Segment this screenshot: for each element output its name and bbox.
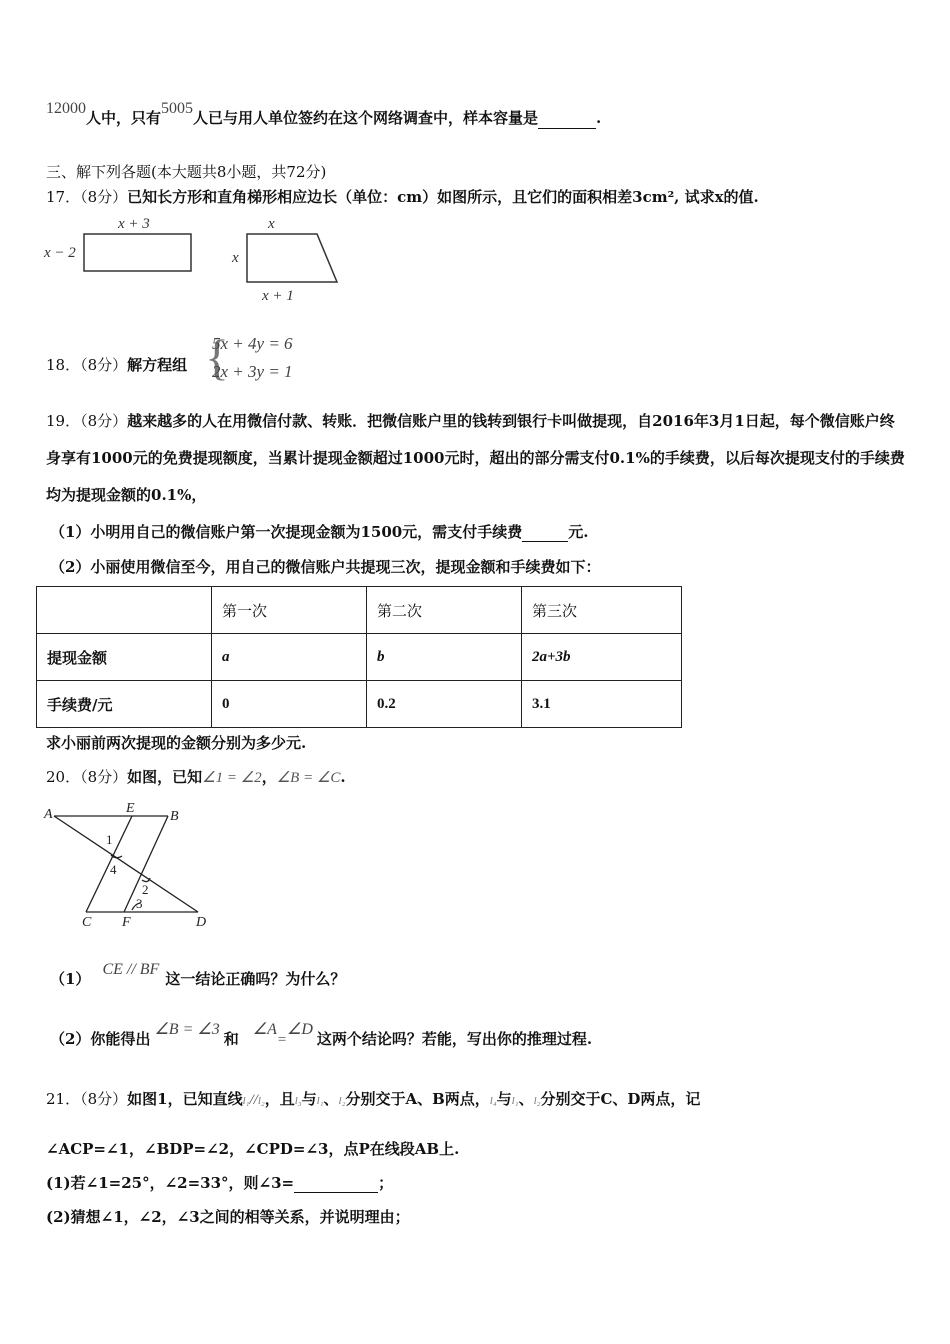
table-header-cell: 第一次 bbox=[212, 587, 367, 634]
q21-line-1 bbox=[46, 1089, 700, 1111]
q20-sub1-math: CE // BF bbox=[102, 961, 160, 978]
q17-rect-top-label: x + 3 bbox=[118, 216, 150, 232]
q21-text-2: ，且 bbox=[264, 1090, 295, 1108]
q20-line bbox=[46, 767, 346, 788]
q16-answer-blank[interactable] bbox=[538, 112, 596, 129]
q21-l2-c: l₂ bbox=[533, 1095, 541, 1107]
section3-heading: 三、解下列各题(本大题共8小题，共72分) bbox=[46, 163, 327, 181]
q21-text-6: 与 bbox=[496, 1090, 512, 1108]
q21-text-4: 、 bbox=[323, 1090, 339, 1108]
q20-end: . bbox=[340, 768, 346, 786]
q19-prefix: 19．（8分） bbox=[46, 412, 128, 430]
q17-line bbox=[46, 187, 759, 207]
q18-text: 解方程组 bbox=[127, 356, 188, 374]
q21-text-4b: 、 bbox=[518, 1090, 534, 1108]
table-header-row bbox=[37, 587, 682, 634]
q16-number-2: 5005 bbox=[161, 100, 194, 117]
q20-cond-2: ∠B = ∠C bbox=[276, 770, 341, 786]
q17-rect-left-label: x − 2 bbox=[44, 245, 76, 261]
q21-line-2: ∠ACP=∠1，∠BDP=∠2，∠CPD=∠3，点P在线段AB上. bbox=[46, 1140, 460, 1158]
q18-brace-icon: { bbox=[205, 329, 229, 385]
q16-line bbox=[46, 100, 602, 129]
q20-sub2-math-2b: ∠D bbox=[286, 1021, 313, 1038]
q17-prefix: 17．（8分） bbox=[46, 188, 128, 206]
table-cell: a bbox=[212, 634, 367, 681]
q21-l1-b: l₁ bbox=[316, 1095, 324, 1107]
q18-equation-1: 5x + 4y = 6 bbox=[212, 334, 293, 353]
q18-equation-2: 2x + 3y = 1 bbox=[212, 362, 293, 381]
q21-sub1-end: ； bbox=[378, 1174, 394, 1192]
point-F-label: F bbox=[122, 915, 131, 930]
q21-l1: l₁ bbox=[242, 1095, 250, 1107]
q19-sub1-end: 元. bbox=[568, 523, 589, 541]
q18-line bbox=[46, 355, 187, 375]
q21-l1-c: l₁ bbox=[511, 1095, 519, 1107]
q16-number-1: 12000 bbox=[46, 100, 86, 117]
q19-text: 越来越多的人在用微信付款、转账．把微信账户里的钱转到银行卡叫做提现，自2016年3月1日起，每个微信账户终身享有1000元的免费提现额度，当累计提现金额超过1000元时，超出的部分需支付0.1%的手续费，以后每次提现支付的手续费均为提现金额的0.1%， bbox=[46, 412, 905, 504]
q16-end: . bbox=[596, 109, 602, 127]
line-AD bbox=[54, 816, 198, 912]
table-row bbox=[37, 634, 682, 681]
q19-ask: 求小丽前两次提现的金额分别为多少元. bbox=[46, 734, 307, 752]
q17-text: 已知长方形和直角梯形相应边长（单位：cm）如图所示，且它们的面积相差3cm², 试求x的值. bbox=[127, 188, 759, 206]
q20-cond-1: ∠1 = ∠2 bbox=[202, 770, 262, 786]
q21-l3: l₃ bbox=[294, 1095, 302, 1107]
q19-sub1-text: （1）小明用自己的微信账户第一次提现金额为1500元，需支付手续费 bbox=[50, 523, 523, 541]
q20-sub2 bbox=[50, 1021, 593, 1050]
q16-text-2: 人已与用人单位签约在这个网络调查中，样本容量是 bbox=[193, 109, 539, 127]
q20-sub2-label: （2）你能得出 bbox=[50, 1030, 151, 1048]
table-header-cell: 第二次 bbox=[367, 587, 522, 634]
point-D-label: D bbox=[196, 915, 207, 930]
q20-sub2-and: 和 bbox=[223, 1030, 239, 1048]
q20-sep: ， bbox=[261, 768, 277, 786]
table-cell: 3.1 bbox=[522, 681, 682, 728]
q21-sub1-text: (1)若∠1=25°，∠2=33°，则∠3= bbox=[46, 1174, 295, 1192]
table-cell: 提现金额 bbox=[37, 634, 212, 681]
angle-1-label: 1 bbox=[106, 832, 113, 847]
table-cell: 0.2 bbox=[367, 681, 522, 728]
line-BF bbox=[124, 816, 168, 912]
table-cell: b bbox=[367, 634, 522, 681]
q21-parallel: // bbox=[249, 1092, 258, 1108]
q20-prefix: 20．（8分） bbox=[46, 768, 128, 786]
q17-trap-bottom-label: x + 1 bbox=[262, 288, 294, 304]
point-B-label: B bbox=[170, 809, 179, 824]
q19-sub1-blank[interactable] bbox=[522, 525, 568, 542]
table-row bbox=[37, 681, 682, 728]
table-cell: 手续费/元 bbox=[37, 681, 212, 728]
table-cell: 2a+3b bbox=[522, 634, 682, 681]
q20-sub2-math-1: ∠B = ∠3 bbox=[154, 1021, 220, 1038]
q17-figure bbox=[40, 212, 360, 304]
table-header-cell: 第三次 bbox=[522, 587, 682, 634]
q20-sub2-eq: = bbox=[276, 1032, 287, 1048]
q20-sub1-label: （1） bbox=[50, 970, 91, 988]
q21-text-1: 如图1，已知直线 bbox=[127, 1090, 243, 1108]
q17-rectangle bbox=[84, 234, 191, 271]
q17-trap-top-label: x bbox=[268, 216, 275, 232]
q17-trapezoid bbox=[247, 234, 337, 282]
table-header-cell bbox=[37, 587, 212, 634]
q20-sub2-text: 这两个结论吗？若能，写出你的推理过程. bbox=[316, 1030, 593, 1048]
angle-4-label: 4 bbox=[110, 862, 117, 877]
table-cell: 0 bbox=[212, 681, 367, 728]
q21-sub1-blank[interactable] bbox=[294, 1176, 378, 1193]
q20-sub1 bbox=[50, 961, 346, 990]
q18-prefix: 18．（8分） bbox=[46, 356, 128, 374]
q21-text-3: 与 bbox=[301, 1090, 317, 1108]
point-A-label: A bbox=[44, 807, 53, 822]
q18-system bbox=[212, 330, 293, 386]
q19-sub2: （2）小丽使用微信至今，用自己的微信账户共提现三次，提现金额和手续费如下： bbox=[50, 558, 601, 576]
q21-text-7: 分别交于C、D两点，记 bbox=[540, 1090, 701, 1108]
q16-text-1: 人中，只有 bbox=[86, 109, 162, 127]
q19-paragraph bbox=[46, 403, 908, 514]
q20-sub2-math-2a: ∠A bbox=[252, 1021, 277, 1038]
angle-3-label: 3 bbox=[136, 896, 143, 911]
q19-fee-table bbox=[36, 586, 682, 728]
q21-text-5: 分别交于A、B两点， bbox=[345, 1090, 490, 1108]
q21-l4: l₄ bbox=[489, 1095, 497, 1107]
q21-l2-b: l₂ bbox=[338, 1095, 346, 1107]
q21-prefix: 21．（8分） bbox=[46, 1090, 128, 1108]
q21-l2: l₂ bbox=[257, 1095, 265, 1107]
q21-sub2: (2)猜想∠1，∠2，∠3之间的相等关系，并说明理由； bbox=[46, 1208, 410, 1226]
q21-sub1 bbox=[46, 1173, 393, 1193]
q20-text: 如图，已知 bbox=[127, 768, 203, 786]
q19-sub1 bbox=[50, 522, 588, 542]
q20-sub1-text: 这一结论正确吗？为什么？ bbox=[165, 970, 346, 988]
q17-trap-left-label: x bbox=[232, 250, 239, 266]
angle-2-label: 2 bbox=[142, 882, 149, 897]
point-E-label: E bbox=[126, 801, 135, 816]
q20-figure bbox=[40, 800, 220, 930]
point-C-label: C bbox=[82, 915, 92, 930]
